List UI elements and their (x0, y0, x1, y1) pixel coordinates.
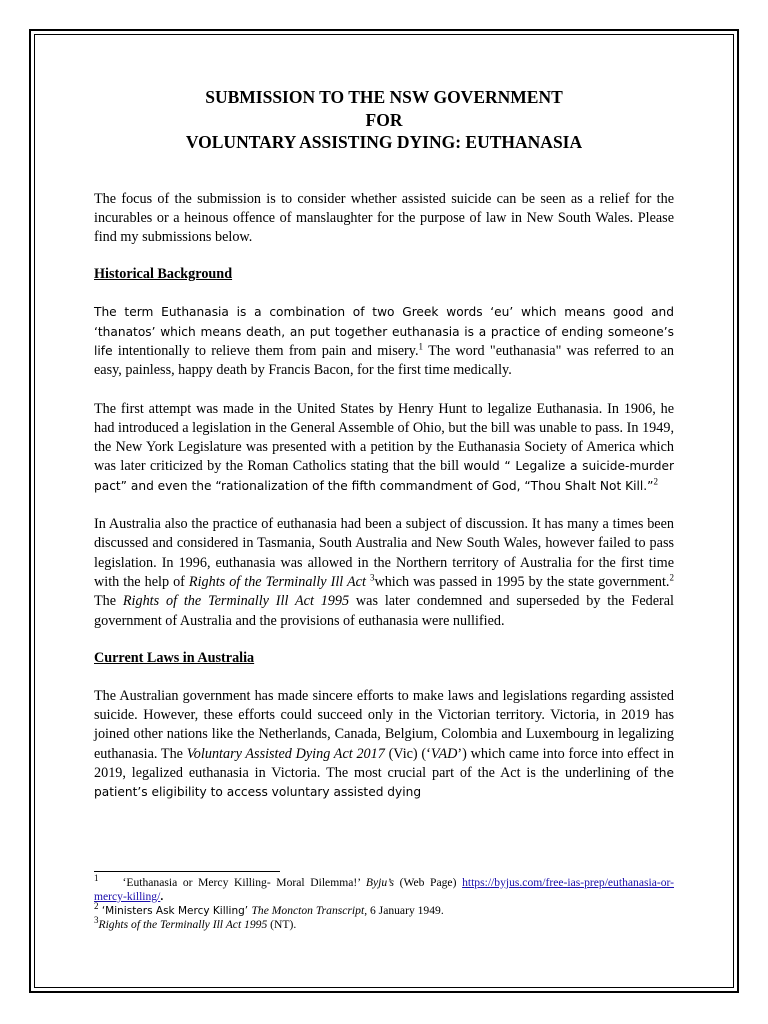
historical-p2-part-b: would “ Legalize a suicide-murder pact” and even the “rationalization of the fifth commandment of God, “Thou Shalt Not Kill.” (94, 459, 674, 493)
historical-paragraph-3 (94, 515, 674, 631)
footnote-2-number: 2 (94, 901, 99, 912)
historical-paragraph-2 (94, 400, 674, 496)
footnote-ref-3[interactable]: 3 (369, 572, 375, 583)
heading-historical-background: Historical Background (94, 266, 233, 283)
historical-p3-part-a: In Australia also the practice of euthanasia had been a subject of discussion. It has many a times been discussed and considered in Tasmania, South Australia and New South Wales, however failed to pass legislation. In 1996, euthanasia was allowed in the Northern territory of Australia for the first time with the help of (94, 516, 674, 590)
footnote-1 (94, 873, 674, 904)
historical-p3-part-d: was later condemned and superseded by the Federal government of Australia and the provisions of euthanasia were nullified. (94, 593, 674, 629)
footnote-3-number: 3 (94, 915, 99, 926)
footnotes (94, 873, 674, 932)
current-p1-part-b: (Vic) (‘ (384, 745, 431, 762)
footnote-1-link[interactable]: https://byjus.com/free-ias-prep/euthanasia-or-mercy-killing/ (94, 876, 674, 903)
historical-p1-part-a: The term Euthanasia is a combination of two Greek words ‘eu’ which means good and ‘thanatos’ which means death, an put together euthanasia is a practice of ending someone’s life (94, 305, 674, 358)
current-paragraph-1 (94, 687, 674, 803)
historical-p1-part-b: intentionally to relieve them from pain and misery. (117, 342, 419, 359)
act-name-terminally-ill: Rights of the Terminally Ill Act (188, 573, 366, 590)
document-title (94, 86, 674, 154)
footnote-2-source: The Moncton Transcript (251, 904, 365, 917)
footnote-3-source: Rights of the Terminally Ill Act 1995 (98, 918, 268, 931)
historical-p2-part-a: The first attempt was made in the United States by Henry Hunt to legalize Euthanasia. In 1906, he had introduced a legislation in the General Assemble of Ohio, but the bill was unable to pass. In 1949, the New York Legislature was presented with a petition by the Euthanasia Society of America which was later criticized by the Roman Catholics stating that the bill (94, 400, 674, 475)
current-p1-part-a: The Australian government has made sincere efforts to make laws and legislations regarding assisted suicide. However, these efforts could succeed only in the Victorian territory. Victoria, in 2019 has joined other nations like the Netherlands, Canada, Belgium, Colombia and Luxembourg in legalizing euthanasia. The (94, 687, 674, 762)
title-line-1: SUBMISSION TO THE NSW GOVERNMENT (205, 87, 563, 107)
act-name-terminally-ill-1995: Rights of the Terminally Ill Act 1995 (122, 593, 350, 610)
footnote-1-number: 1 (94, 873, 99, 884)
footnote-ref-1[interactable]: 1 (418, 341, 424, 352)
vad-abbreviation: VAD (430, 745, 458, 762)
act-name-vad-2017: Voluntary Assisted Dying Act 2017 (186, 745, 385, 762)
footnote-2-title: ‘Ministers Ask Mercy Killing’ (98, 905, 252, 917)
title-line-3: VOLUNTARY ASSISTING DYING: EUTHANASIA (185, 132, 583, 152)
footnote-1-end: . (160, 890, 164, 903)
footnote-1-type: (Web Page) (394, 876, 463, 889)
footnote-2-date: , 6 January 1949. (364, 904, 444, 917)
footnote-1-source: Byju’s (365, 876, 394, 889)
footnote-ref-2b[interactable]: 2 (669, 572, 674, 583)
footnote-2 (94, 901, 674, 918)
footnote-3-end: (NT). (267, 918, 297, 931)
historical-p1-part-c: The word "euthanasia" was referred to an easy, painless, happy death by Francis Bacon, for the first time medically. (94, 342, 674, 379)
current-p1-part-d: the patient’s eligibility to access voluntary assisted dying (94, 766, 674, 800)
current-p1-part-c: ’) which came into force into effect in 2019, legalized euthanasia in Victoria. The most crucial part of the Act is the underlining of (94, 745, 674, 782)
historical-p3-part-b: which was passed in 1995 by the state government. (374, 573, 670, 590)
document-body (94, 86, 674, 803)
footnote-1-title: ‘Euthanasia or Mercy Killing- Moral Dilemma!’ (122, 876, 366, 889)
historical-paragraph-1 (94, 303, 674, 380)
footnote-3 (94, 915, 674, 932)
heading-current-laws: Current Laws in Australia (94, 649, 255, 666)
title-line-2: FOR (365, 109, 403, 130)
intro-paragraph: The focus of the submission is to consider whether assisted suicide can be seen as a relief for the incurables or a heinous offence of manslaughter for the purpose of law in New South Wales. Please find my submissions below. (94, 190, 674, 246)
historical-p3-part-c: The (94, 593, 123, 610)
footnote-ref-2[interactable]: 2 (653, 476, 658, 487)
footnote-separator (94, 871, 280, 872)
